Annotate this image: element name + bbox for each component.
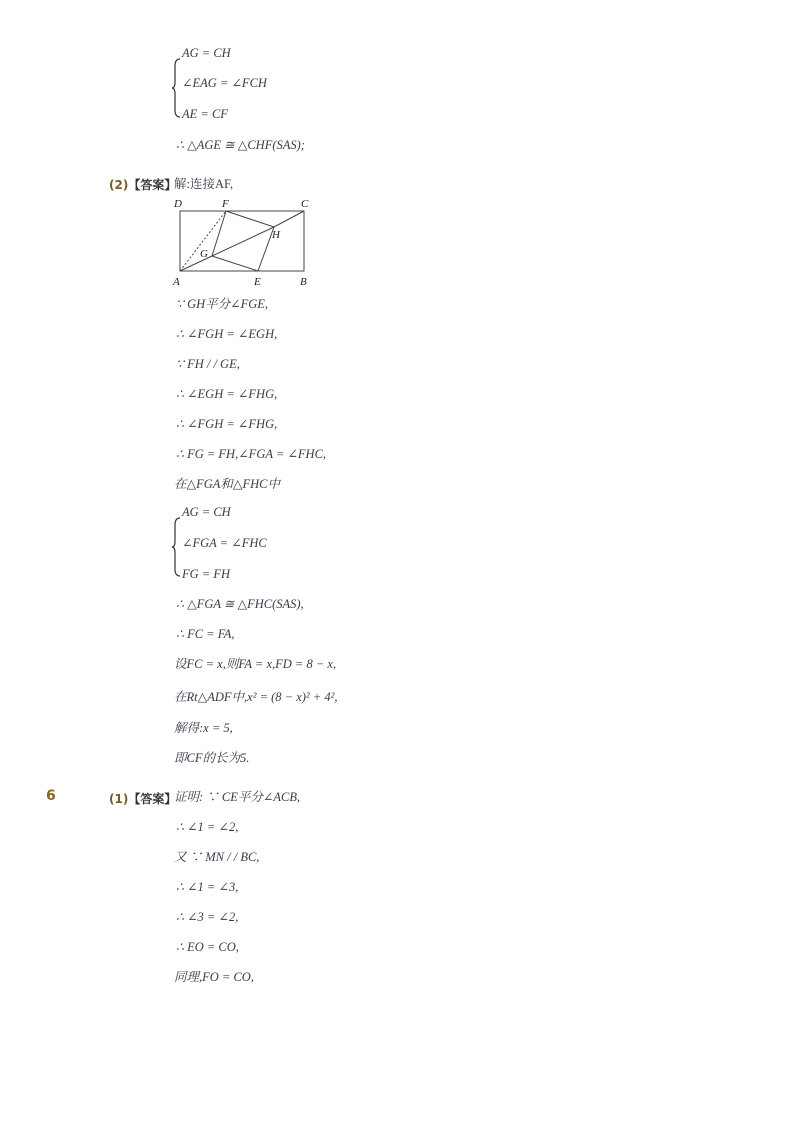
segment-fh (226, 211, 274, 227)
point-label-b: B (300, 276, 307, 288)
dotted-line-af (180, 211, 226, 271)
step-line: ∴ ∠1 = ∠2, (176, 820, 239, 834)
left-brace-1 (172, 58, 182, 123)
step-line: 同理,FO = CO, (174, 970, 254, 984)
step-line: 即CF的长为5. (174, 751, 250, 765)
system2-row1: AG = CH (182, 505, 231, 519)
step-line: ∴ ∠FGH = ∠FHG, (176, 417, 278, 431)
system2-row3: FG = FH (182, 567, 231, 581)
step-line: ∵ FH / / GE, (176, 357, 240, 371)
point-label-g: G (200, 248, 208, 260)
step-line: ∴ FC = FA, (176, 627, 235, 641)
part2-intro: 解:连接AF, (174, 177, 234, 191)
system1-row1: AG = CH (182, 46, 231, 60)
point-label-d: D (174, 198, 182, 210)
point-label-e: E (254, 276, 261, 288)
q6-part-label (109, 790, 176, 807)
step-line: ∴ ∠EGH = ∠FHG, (176, 387, 278, 401)
geometry-figure (170, 196, 320, 290)
step-line: 在△FGA和△FHC中 (174, 477, 281, 491)
step-line: ∴ ∠3 = ∠2, (176, 910, 239, 924)
left-brace-2 (172, 517, 182, 582)
step-line: 在Rt△ADF中,x² = (8 − x)² + 4², (174, 690, 338, 704)
step-line: 设FC = x,则FA = x,FD = 8 − x, (174, 657, 337, 671)
part2-label (109, 176, 176, 193)
step-line: 又 ∵ MN / / BC, (174, 850, 260, 864)
part2-number: (2) (109, 178, 129, 192)
conclusion-line-1: ∴ △AGE ≅ △CHF(SAS); (176, 138, 305, 152)
step-line: ∴ EO = CO, (176, 940, 239, 954)
q6-intro: 证明: ∵ CE平分∠ACB, (174, 790, 301, 804)
step-line: ∵ GH平分∠FGE, (176, 297, 269, 311)
point-label-h: H (272, 229, 280, 241)
system1-row2: ∠EAG = ∠FCH (182, 76, 267, 90)
step-line: 解得:x = 5, (174, 721, 233, 735)
segment-hc (274, 211, 304, 227)
system1-row3: AE = CF (182, 107, 228, 121)
step-line: ∴ FG = FH,∠FGA = ∠FHC, (176, 447, 327, 461)
answer-tag: 【答案】 (128, 178, 177, 192)
segment-fg (212, 211, 226, 256)
step-line: ∴ ∠FGH = ∠EGH, (176, 327, 278, 341)
point-label-a: A (173, 276, 180, 288)
answer-tag: 【答案】 (128, 792, 177, 806)
question-number: 6 (46, 788, 56, 804)
point-label-c: C (301, 198, 309, 210)
point-label-f: F (222, 198, 229, 210)
q6-part-number: (1) (109, 792, 129, 806)
system2-row2: ∠FGA = ∠FHC (182, 536, 267, 550)
step-line: ∴ ∠1 = ∠3, (176, 880, 239, 894)
segment-ge (212, 256, 258, 271)
step-line: ∴ △FGA ≅ △FHC(SAS), (176, 597, 304, 611)
